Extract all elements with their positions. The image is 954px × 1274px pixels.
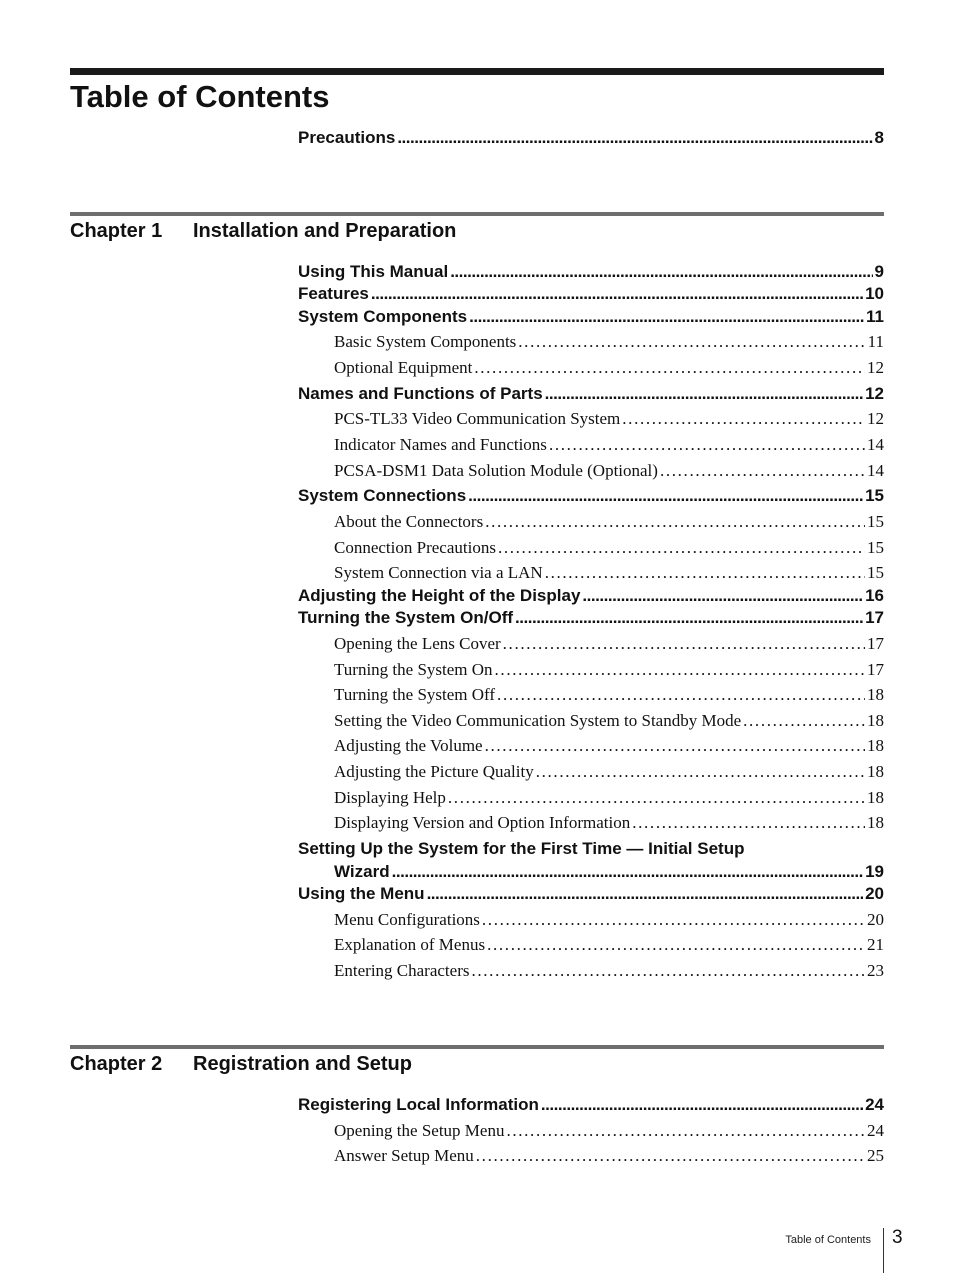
entry-page: 17 [865, 608, 884, 627]
entry-page: 18 [867, 685, 884, 704]
chapter-heading [70, 218, 456, 244]
toc-entry-section[interactable] [298, 305, 884, 328]
dot-leader [660, 458, 865, 483]
page-number: 3 [892, 1227, 903, 1248]
entry-title: Displaying Version and Option Information [334, 813, 631, 832]
dot-leader [518, 329, 865, 354]
entry-title: Precautions [298, 128, 396, 147]
toc-entry-subsection[interactable] [334, 631, 884, 656]
toc-entry-subsection[interactable] [334, 355, 884, 380]
dot-leader [536, 759, 865, 784]
entry-page: 23 [867, 961, 884, 980]
dot-leader [545, 560, 865, 585]
toc-entry-subsection[interactable] [334, 406, 884, 431]
dot-leader [392, 860, 864, 883]
toc-entry-subsection[interactable] [334, 810, 884, 835]
entry-title: Adjusting the Volume [334, 736, 483, 755]
entry-title: Answer Setup Menu [334, 1146, 474, 1165]
dot-leader [485, 509, 865, 534]
title-rule [70, 68, 884, 75]
entry-title: Menu Configurations [334, 910, 480, 929]
toc-entry-subsection[interactable] [334, 535, 884, 560]
chapter-rule [70, 1045, 884, 1049]
toc-entry-subsection[interactable] [334, 657, 884, 682]
entry-page: 18 [867, 711, 884, 730]
entry-page: 12 [865, 384, 884, 403]
entry-page: 20 [865, 884, 884, 903]
entry-title: PCS-TL33 Video Communication System [334, 409, 621, 428]
toc-entry-subsection[interactable] [334, 759, 884, 784]
entry-title: Features [298, 284, 369, 303]
entry-title: About the Connectors [334, 512, 484, 531]
toc-entry-subsection[interactable] [334, 1143, 884, 1168]
entry-page: 10 [865, 284, 884, 303]
dot-leader [448, 785, 865, 810]
dot-leader [541, 1093, 863, 1116]
dot-leader [497, 682, 865, 707]
dot-leader [476, 1143, 865, 1168]
toc-entry-section[interactable] [298, 282, 884, 305]
entry-title: System Components [298, 307, 468, 326]
toc-entry-section[interactable] [298, 484, 884, 507]
toc-entry-section[interactable] [298, 1093, 884, 1116]
entry-page: 15 [867, 512, 884, 531]
entry-title: Turning the System On/Off [298, 608, 514, 627]
toc-entry-subsection[interactable] [334, 560, 884, 585]
entry-title: System Connection via a LAN [334, 563, 543, 582]
dot-leader [471, 958, 865, 983]
chapter-number: Chapter 1 [70, 220, 163, 242]
entry-title: Opening the Lens Cover [334, 634, 501, 653]
entry-page: 17 [867, 634, 884, 653]
dot-leader [743, 708, 865, 733]
dot-leader [545, 382, 863, 405]
entry-page: 18 [867, 788, 884, 807]
entry-title: Opening the Setup Menu [334, 1121, 505, 1140]
entry-page: 15 [865, 486, 884, 505]
dot-leader [549, 432, 865, 457]
entry-page: 15 [867, 563, 884, 582]
entry-page: 14 [867, 435, 884, 454]
toc-entry-subsection[interactable] [334, 682, 884, 707]
entry-page: 12 [867, 358, 884, 377]
dot-leader [474, 355, 865, 380]
entry-title: Adjusting the Height of the Display [298, 586, 581, 605]
dot-leader [485, 733, 865, 758]
entry-title: Registering Local Information [298, 1095, 539, 1114]
dot-leader [487, 932, 865, 957]
entry-page: 14 [867, 461, 884, 480]
toc-entry-subsection[interactable] [334, 785, 884, 810]
entry-title: Explanation of Menus [334, 935, 486, 954]
chapter-title: Installation and Preparation [193, 220, 457, 242]
dot-leader [498, 535, 865, 560]
toc-entry-subsection[interactable] [334, 907, 884, 932]
dot-leader [469, 305, 864, 328]
entry-title: Entering Characters [334, 961, 470, 980]
entry-title: Displaying Help [334, 788, 446, 807]
entry-title: Turning the System Off [334, 685, 496, 704]
toc-entry-subsection[interactable] [334, 458, 884, 483]
toc-entry-precautions[interactable] [298, 126, 884, 149]
dot-leader [632, 810, 865, 835]
entry-title: Basic System Components [334, 332, 517, 351]
entry-title: System Connections [298, 486, 467, 505]
entry-title: Indicator Names and Functions [334, 435, 547, 454]
entry-page: 25 [867, 1146, 884, 1165]
toc-entry-section[interactable] [298, 260, 884, 283]
entry-title: Setting the Video Communication System to Standby Mode [334, 711, 742, 730]
toc-entry-subsection[interactable] [334, 708, 884, 733]
entry-title: Optional Equipment [334, 358, 473, 377]
entry-page: 24 [865, 1095, 884, 1114]
entry-page: 12 [867, 409, 884, 428]
entry-title: PCSA-DSM1 Data Solution Module (Optional) [334, 461, 658, 480]
dot-leader [622, 406, 865, 431]
entry-page: 18 [867, 813, 884, 832]
entry-page: 20 [867, 910, 884, 929]
dot-leader [371, 282, 863, 305]
chapter-number: Chapter 2 [70, 1053, 163, 1075]
entry-page: 18 [867, 736, 884, 755]
toc-entry-subsection[interactable] [334, 958, 884, 983]
entry-title: Using This Manual [298, 262, 449, 281]
toc-entry-subsection[interactable] [334, 733, 884, 758]
entry-page: 11 [867, 332, 884, 351]
chapter-heading [70, 1051, 412, 1077]
page-title: Table of Contents [70, 79, 330, 114]
dot-leader [582, 584, 863, 607]
entry-title: Connection Precautions [334, 538, 496, 557]
entry-page: 19 [865, 862, 884, 881]
dot-leader [506, 1118, 865, 1143]
chapter-rule [70, 212, 884, 216]
entry-page: 11 [866, 307, 884, 326]
entry-page: 16 [865, 586, 884, 605]
entry-page: 24 [867, 1121, 884, 1140]
entry-page: 9 [874, 262, 884, 281]
entry-page: 17 [867, 660, 884, 679]
toc-entry-section[interactable] [298, 382, 884, 405]
entry-title: Using the Menu [298, 884, 425, 903]
toc-entry-subsection[interactable] [334, 1118, 884, 1143]
entry-title: Wizard [334, 862, 390, 881]
entry-page: 8 [874, 128, 884, 147]
entry-page: 18 [867, 762, 884, 781]
chapter-title: Registration and Setup [193, 1053, 412, 1075]
entry-page: 21 [867, 935, 884, 954]
dot-leader [468, 484, 863, 507]
dot-leader [450, 260, 872, 283]
footer-section-label: Table of Contents [785, 1234, 871, 1246]
toc-entry-section[interactable] [298, 606, 884, 629]
toc-entry-subsection[interactable] [334, 329, 884, 354]
toc-entry-subsection[interactable] [334, 932, 884, 957]
toc-entry-title-line1[interactable]: Setting Up the System for the First Time — Initial Setup [298, 839, 745, 858]
footer-divider [883, 1228, 884, 1273]
toc-entry-subsection[interactable] [334, 432, 884, 457]
dot-leader [427, 882, 864, 905]
entry-title: Adjusting the Picture Quality [334, 762, 534, 781]
toc-entry-subsection[interactable] [334, 509, 884, 534]
toc-entry-section[interactable] [298, 584, 884, 607]
toc-entry-section[interactable] [334, 860, 884, 883]
entry-page: 15 [867, 538, 884, 557]
entry-title: Names and Functions of Parts [298, 384, 543, 403]
dot-leader [503, 631, 865, 656]
dot-leader [397, 126, 872, 149]
toc-entry-section[interactable] [298, 882, 884, 905]
entry-title: Turning the System On [334, 660, 493, 679]
dot-leader [495, 657, 865, 682]
dot-leader [482, 907, 865, 932]
dot-leader [515, 606, 863, 629]
